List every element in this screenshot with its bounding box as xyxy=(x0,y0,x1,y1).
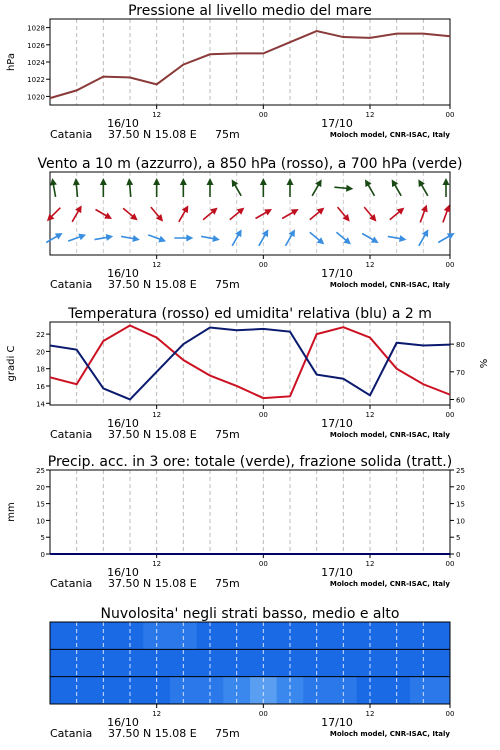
x-tick-label: 12 xyxy=(152,261,162,269)
x-tick-label: 12 xyxy=(152,560,162,568)
humidity-line xyxy=(50,328,450,400)
y-right-tick-label: 25 xyxy=(456,467,465,475)
wind-arrow-head xyxy=(132,235,140,243)
date-label: 17/10 xyxy=(321,117,353,130)
wind-arrow-head xyxy=(153,178,160,185)
wind-arrow xyxy=(443,178,450,197)
cloud-cell xyxy=(50,677,64,705)
date-label: 17/10 xyxy=(321,417,353,430)
model-credit: Moloch model, CNR-ISAC, Italy xyxy=(329,730,450,738)
wind-arrow xyxy=(121,233,141,243)
wind-arrow-head xyxy=(346,185,354,193)
y-tick-label: 22 xyxy=(36,331,45,340)
model-credit: Moloch model, CNR-ISAC, Italy xyxy=(329,431,450,439)
x-tick-label: 00 xyxy=(445,560,455,568)
wind-arrow xyxy=(153,178,160,197)
wind-arrow-head xyxy=(421,203,430,212)
elevation-label: 75m xyxy=(215,727,240,740)
panel-title: Precip. acc. in 3 ore: totale (verde), frazione solida (tratt.) xyxy=(47,454,453,470)
y-tick-label: 25 xyxy=(36,467,45,475)
y-right-tick-label: 15 xyxy=(456,500,465,509)
y-tick-label: 20 xyxy=(36,483,45,492)
wind-arrow xyxy=(176,204,192,224)
y-right-axis-label: % xyxy=(479,358,490,369)
model-credit: Moloch model, CNR-ISAC, Italy xyxy=(329,580,450,588)
wind-arrow-head xyxy=(106,233,114,241)
location-label: Catania xyxy=(50,428,93,441)
y-tick-label: 14 xyxy=(36,400,45,409)
elevation-label: 75m xyxy=(215,428,240,441)
y-axis-label: hPa xyxy=(6,52,17,72)
panel-title: Pressione al livello medio del mare xyxy=(128,3,372,19)
x-tick-label: 00 xyxy=(258,111,268,119)
y-tick-label: 16 xyxy=(36,382,45,391)
cloud-cell xyxy=(50,649,64,677)
wind-arrow xyxy=(417,203,430,223)
elevation-label: 75m xyxy=(215,128,240,141)
location-label: Catania xyxy=(50,727,93,740)
wind-arrow xyxy=(44,230,64,246)
cloud-cell xyxy=(437,677,451,705)
wind-arrow-head xyxy=(126,178,134,186)
y-axis-label: mm xyxy=(6,502,17,522)
wind-arrow-head xyxy=(100,178,107,185)
location-label: Catania xyxy=(50,128,93,141)
wind-arrow-head xyxy=(104,212,114,222)
wind-arrow-head xyxy=(291,206,301,216)
location-label: Catania xyxy=(50,577,93,590)
x-tick-label: 00 xyxy=(258,411,268,419)
wind-arrow xyxy=(72,178,81,198)
plot-frame xyxy=(50,470,450,554)
wind-arrow-head xyxy=(264,206,274,216)
wind-arrow-head xyxy=(55,230,65,240)
model-credit: Moloch model, CNR-ISAC, Italy xyxy=(329,281,450,289)
y-tick-label: 5 xyxy=(40,534,45,543)
y-axis-label: gradi C xyxy=(6,345,17,382)
panel-3 xyxy=(50,470,450,558)
wind-arrow xyxy=(260,178,267,197)
coords-label: 37.50 N 15.08 E xyxy=(108,428,197,441)
date-label: 16/10 xyxy=(107,267,139,280)
wind-arrow-head xyxy=(447,230,457,240)
x-tick-label: 00 xyxy=(258,261,268,269)
coords-label: 37.50 N 15.08 E xyxy=(108,128,197,141)
y-right-tick-label: 60 xyxy=(456,396,465,405)
elevation-label: 75m xyxy=(215,577,240,590)
wind-arrow-head xyxy=(287,178,294,185)
date-label: 17/10 xyxy=(321,716,353,729)
wind-arrow-head xyxy=(72,178,80,186)
y-right-tick-label: 80 xyxy=(456,341,465,350)
wind-arrow xyxy=(126,178,135,198)
x-tick-label: 12 xyxy=(365,261,375,269)
cloud-cell xyxy=(50,622,64,650)
plot-frame xyxy=(50,19,450,105)
date-label: 17/10 xyxy=(321,566,353,579)
x-tick-label: 00 xyxy=(445,111,455,119)
x-tick-label: 12 xyxy=(365,560,375,568)
temperature-line xyxy=(50,325,450,398)
x-tick-label: 12 xyxy=(365,111,375,119)
elevation-label: 75m xyxy=(215,278,240,291)
model-credit: Moloch model, CNR-ISAC, Italy xyxy=(329,131,450,139)
wind-arrow-head xyxy=(371,236,381,246)
wind-arrow-head xyxy=(78,231,87,240)
wind-arrow xyxy=(180,178,187,197)
x-tick-label: 00 xyxy=(258,560,268,568)
plot-frame xyxy=(50,172,450,255)
y-tick-label: 1028 xyxy=(27,24,45,33)
wind-arrow-head xyxy=(212,235,220,243)
y-tick-label: 18 xyxy=(36,365,45,374)
y-tick-label: 1020 xyxy=(27,93,45,102)
x-tick-label: 00 xyxy=(258,710,268,718)
y-tick-label: 10 xyxy=(36,517,45,526)
coords-label: 37.50 N 15.08 E xyxy=(108,727,197,740)
wind-arrow xyxy=(94,233,114,243)
y-right-tick-label: 5 xyxy=(456,534,461,543)
date-label: 16/10 xyxy=(107,566,139,579)
date-label: 16/10 xyxy=(107,117,139,130)
y-tick-label: 15 xyxy=(36,500,45,509)
wind-arrow-head xyxy=(260,178,267,185)
date-label: 16/10 xyxy=(107,716,139,729)
wind-arrow-head xyxy=(207,178,214,185)
wind-arrow-head xyxy=(158,236,167,245)
y-right-tick-label: 20 xyxy=(456,483,465,492)
wind-arrow xyxy=(69,204,85,224)
y-tick-label: 1022 xyxy=(27,76,45,85)
wind-arrow xyxy=(436,230,456,246)
x-tick-label: 12 xyxy=(152,111,162,119)
wind-arrow xyxy=(440,203,453,223)
cloud-cell xyxy=(437,622,451,650)
wind-arrow xyxy=(334,184,354,193)
y-tick-label: 1024 xyxy=(27,59,45,67)
wind-arrow-head xyxy=(444,203,453,212)
x-tick-label: 12 xyxy=(365,411,375,419)
wind-arrow xyxy=(201,233,221,243)
wind-arrow-head xyxy=(443,178,450,185)
date-label: 16/10 xyxy=(107,417,139,430)
panel-1 xyxy=(50,172,450,259)
y-tick-label: 20 xyxy=(36,348,45,357)
cloud-cell xyxy=(437,649,451,677)
x-tick-label: 00 xyxy=(445,411,455,419)
coords-label: 37.50 N 15.08 E xyxy=(108,577,197,590)
wind-arrow-head xyxy=(399,235,407,243)
x-tick-label: 12 xyxy=(152,710,162,718)
wind-arrow xyxy=(287,178,294,197)
panel-title: Vento a 10 m (azzurro), a 850 hPa (rosso), a 700 hPa (verde) xyxy=(37,156,463,172)
wind-arrow xyxy=(387,233,407,243)
y-tick-label: 0 xyxy=(40,551,45,559)
y-right-tick-label: 0 xyxy=(456,551,461,559)
y-right-tick-label: 10 xyxy=(456,517,465,526)
pressure-line xyxy=(50,31,450,98)
panel-title: Nuvolosita' negli strati basso, medio e alto xyxy=(100,606,400,622)
wind-arrow-head xyxy=(180,178,187,185)
wind-arrow-head xyxy=(186,235,193,242)
x-tick-label: 12 xyxy=(152,411,162,419)
panel-0 xyxy=(50,19,450,109)
panel-2 xyxy=(50,322,450,409)
date-label: 17/10 xyxy=(321,267,353,280)
y-right-tick-label: 70 xyxy=(456,368,465,377)
panel-title: Temperatura (rosso) ed umidita' relativa (blu) a 2 m xyxy=(68,306,432,322)
x-tick-label: 12 xyxy=(365,710,375,718)
wind-arrow xyxy=(207,178,214,197)
x-tick-label: 00 xyxy=(445,261,455,269)
x-tick-label: 00 xyxy=(445,710,455,718)
y-tick-label: 1026 xyxy=(27,41,45,50)
coords-label: 37.50 N 15.08 E xyxy=(108,278,197,291)
wind-arrow xyxy=(100,178,107,197)
location-label: Catania xyxy=(50,278,93,291)
wind-arrow xyxy=(44,205,62,223)
